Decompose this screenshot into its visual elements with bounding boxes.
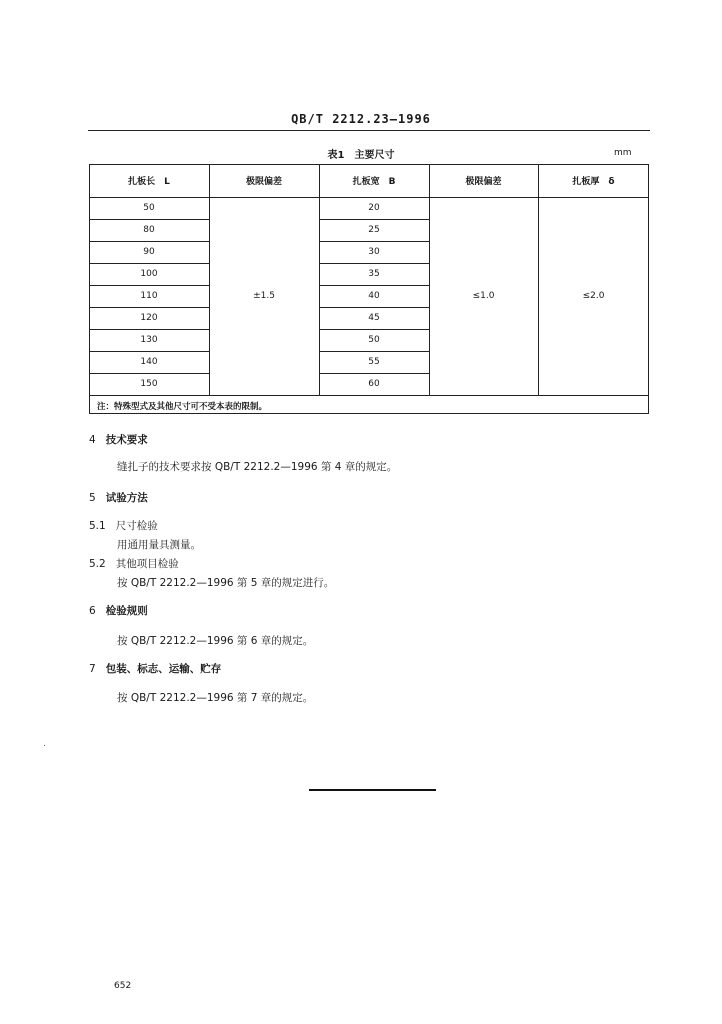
section-number: 5.2	[89, 558, 106, 570]
length-cell: 120	[140, 313, 158, 323]
length-cell: 150	[140, 379, 158, 389]
section-5-1-body: 用通用量具测量。	[117, 539, 201, 551]
length-cell: 90	[143, 247, 155, 257]
section-5-heading	[89, 490, 148, 505]
section-title: 其他项目检验	[115, 558, 179, 570]
section-number: 5.1	[89, 520, 106, 532]
section-5-2-body: 按 QB/T 2212.2—1996 第 5 章的规定进行。	[117, 577, 335, 589]
table-unit: mm	[614, 148, 632, 158]
section-4-heading	[89, 432, 148, 447]
header-rule	[88, 130, 650, 131]
width-cell: 30	[368, 247, 380, 257]
section-5-2-heading	[89, 556, 179, 571]
length-cell: 50	[143, 203, 155, 213]
table-header-cell: 扎板宽 B	[352, 177, 396, 187]
table-header-cell: 扎板厚 δ	[572, 177, 615, 187]
section-number: 6	[89, 605, 96, 617]
section-5-1-heading	[89, 518, 158, 533]
section-title: 技术要求	[105, 434, 148, 446]
table-caption: 表1 主要尺寸	[327, 150, 395, 161]
section-4-body: 缝扎子的技术要求按 QB/T 2212.2—1996 第 4 章的规定。	[117, 461, 398, 473]
section-6-heading	[89, 603, 148, 618]
note-divider	[89, 395, 649, 396]
section-title: 检验规则	[105, 605, 148, 617]
length-cell: 110	[140, 291, 158, 301]
section-title: 尺寸检验	[115, 520, 158, 532]
section-title: 包装、标志、运输、贮存	[105, 663, 222, 675]
width-cell: 60	[368, 379, 380, 389]
table-header-cell: 极限偏差	[245, 177, 282, 187]
table-header-cell: 极限偏差	[465, 177, 502, 187]
standard-code-header: QB/T 2212.23—1996	[291, 112, 431, 126]
section-7-heading	[89, 661, 221, 676]
page-number: 652	[114, 981, 132, 991]
section-number: 7	[89, 663, 96, 675]
width-cell: 35	[368, 269, 380, 279]
width-cell: 45	[368, 313, 380, 323]
section-7-body: 按 QB/T 2212.2—1996 第 7 章的规定。	[117, 692, 314, 704]
scan-speck	[44, 745, 45, 746]
width-cell: 20	[368, 203, 380, 213]
width-cell: 55	[368, 357, 380, 367]
table-header-cell: 扎板长 L	[128, 177, 170, 187]
length-tolerance-cell: ±1.5	[253, 291, 275, 301]
table-note: 注：特殊型式及其他尺寸可不受本表的限制。	[97, 402, 268, 412]
thickness-cell: ≤2.0	[582, 291, 605, 301]
length-cell: 80	[143, 225, 155, 235]
section-number: 5	[89, 492, 96, 504]
width-cell: 40	[368, 291, 380, 301]
width-tolerance-cell: ≤1.0	[472, 291, 495, 301]
end-rule	[309, 789, 436, 791]
length-cell: 100	[140, 269, 158, 279]
section-title: 试验方法	[105, 492, 148, 504]
width-cell: 50	[368, 335, 380, 345]
length-cell: 140	[140, 357, 158, 367]
section-6-body: 按 QB/T 2212.2—1996 第 6 章的规定。	[117, 635, 314, 647]
section-number: 4	[89, 434, 96, 446]
width-cell: 25	[368, 225, 380, 235]
length-cell: 130	[140, 335, 158, 345]
